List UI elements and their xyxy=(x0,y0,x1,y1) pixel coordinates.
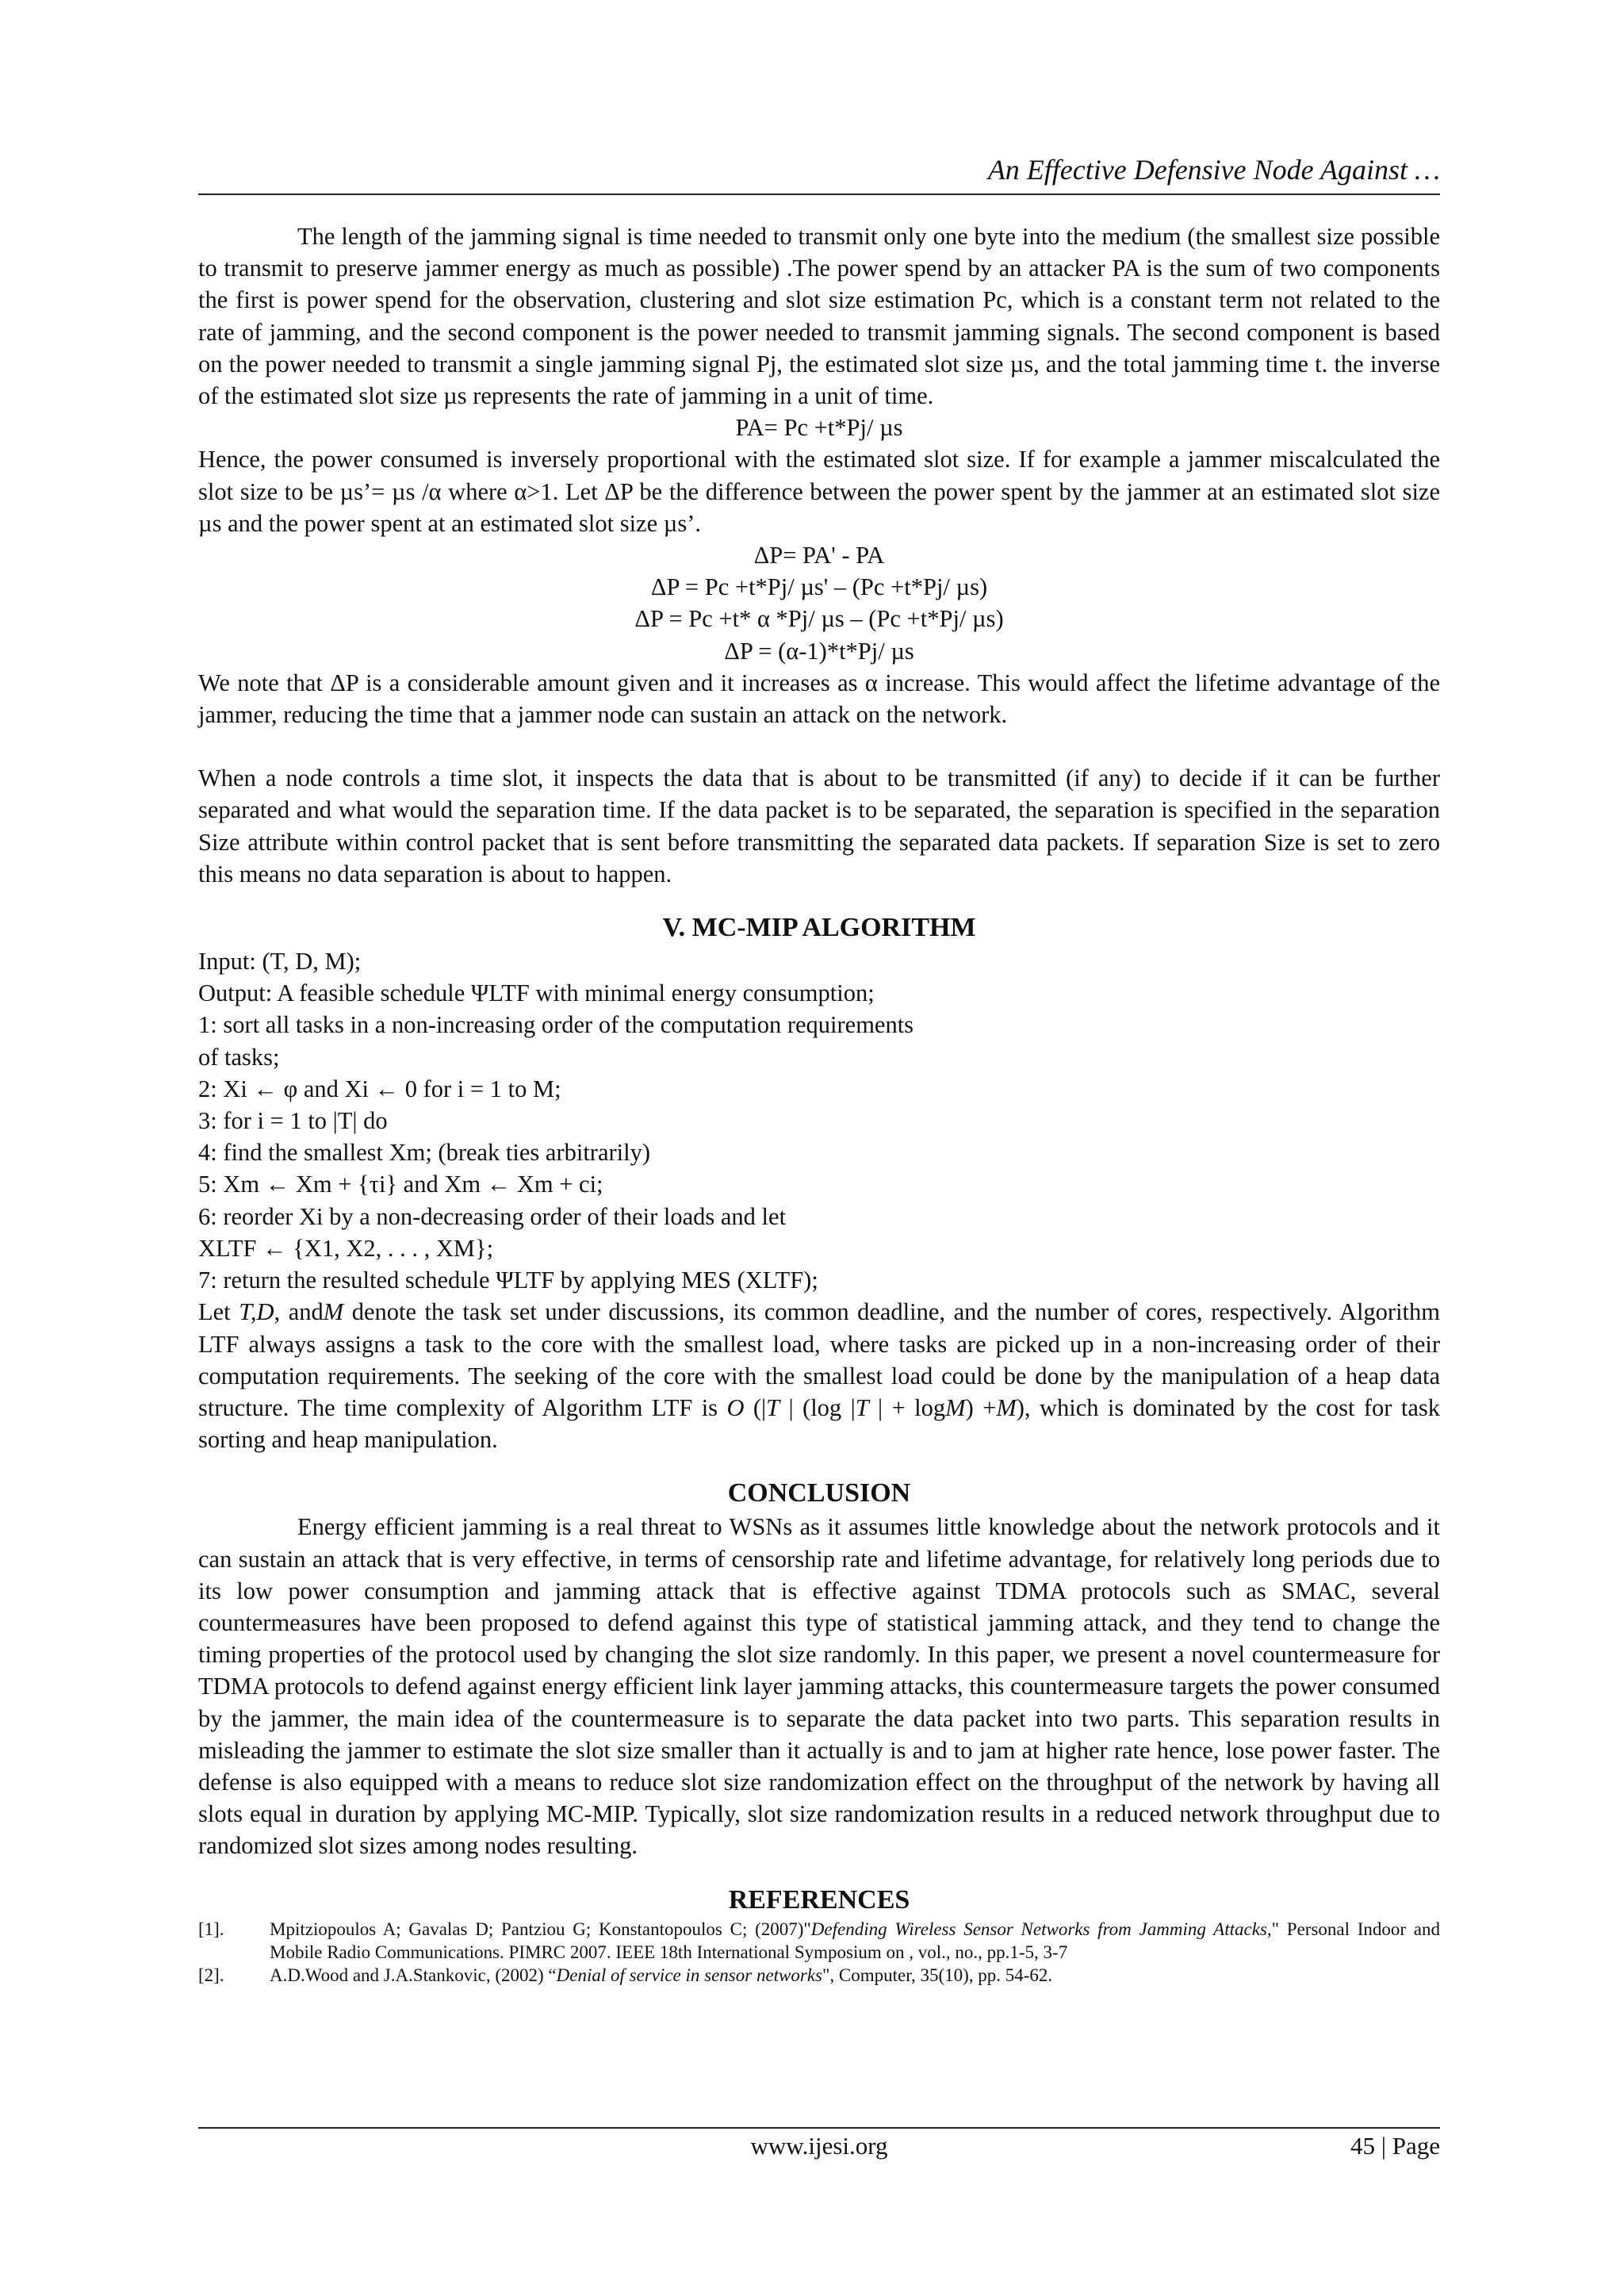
reference-number: [1]. xyxy=(198,1918,224,1939)
footer-url: www.ijesi.org xyxy=(750,2132,888,2160)
algorithm-line: Output: A feasible schedule ΨLTF with minimal energy consumption; xyxy=(198,979,875,1007)
equation: ΔP = (α-1)*t*Pj/ µs xyxy=(724,637,914,665)
reference-text xyxy=(270,1918,1440,1964)
reference-number: [2]. xyxy=(198,1964,224,1985)
paragraph: Hence, the power consumed is inversely proportional with the estimated slot size. If for example a jammer miscalculated the slot size to be µs’= µs /α where α>1. Let ΔP be the difference between the power spent by the jammer at an estimated slot size µs and the power spent at an estimated slot size µs’. xyxy=(198,446,1440,537)
text-run: | (log | xyxy=(779,1393,856,1421)
spacer xyxy=(198,890,1440,910)
spacer xyxy=(198,1455,1440,1476)
equation: ΔP= PA' - PA xyxy=(753,542,885,569)
algorithm-line: Input: (T, D, M); xyxy=(198,948,362,976)
paragraph: Energy efficient jamming is a real threat to WSNs as it assumes little knowledge about the network protocols and it can sustain an attack that is very effective, in terms of censorship rate and lifetime advantage, for relatively long periods due to its low power consumption and jamming attack that is effective against TDMA protocols such as SMAC, several countermeasures have been proposed to defend against this type of statistical jamming attack, and they tend to change the timing properties of the protocol used by changing the slot size randomly. In this paper, we present a novel countermeasure for TDMA protocols to defend against energy efficient link layer jamming attacks, this countermeasure targets the power consumed by the jammer, the main idea of the countermeasure is to separate the data packet into two parts. This separation results in misleading the jammer to estimate the slot size smaller than it actually is and to jam at higher rate hence, lose power faster. The defense is also equipped with a means to reduce slot size randomization effect on the throughput of the network by having all slots equal in duration by applying MC-MIP. Typically, slot size randomization results in a reduced network throughput due to randomized slot sizes among nodes resulting. xyxy=(198,1513,1440,1860)
algorithm-line: 3: for i = 1 to |T| do xyxy=(198,1107,388,1135)
algorithm-line: 6: reorder Xi by a non-decreasing order of their loads and let xyxy=(198,1202,787,1230)
paragraph: When a node controls a time slot, it inspects the data that is about to be transmitted (if any) to decide if it can be further separated and what would the separation time. If the data packet is to be separated, the separation is specified in the separation Size attribute within control packet that is sent before transmitting the separated data packets. If separation Size is set to zero this means no data separation is about to happen. xyxy=(198,765,1440,887)
paragraph: We note that ΔP is a considerable amount given and it increases as α increase. This would affect the lifetime advantage of the jammer, reducing the time that a jammer node can sustain an attack on the network. xyxy=(198,669,1440,729)
page-number: 45 | Page xyxy=(1350,2132,1440,2160)
text-run: ", Computer, 35(10), pp. 54-62. xyxy=(822,1964,1053,1985)
math-variable: T,D, xyxy=(239,1298,281,1326)
paragraph: The length of the jamming signal is time needed to transmit only one byte into the medium (the smallest size possible to transmit to preserve jammer energy as much as possible) .The power spend by an attacker PA is the sum of two components the first is power spend for the observation, clustering and slot size estimation Pc, which is a constant term not related to the rate of jamming, and the second component is the power needed to transmit jamming signals. The second component is based on the power needed to transmit a single jamming signal Pj, the estimated slot size µs, and the total jamming time t. the inverse of the estimated slot size µs represents the rate of jamming in a unit of time. xyxy=(198,223,1440,410)
algorithm-line: of tasks; xyxy=(198,1043,280,1071)
reference-list xyxy=(198,1918,1440,1987)
paragraph xyxy=(198,1296,1440,1455)
math-variable: M xyxy=(996,1393,1017,1421)
text-run: denote the task set under discussions, its common deadline, and the number of cores, respectively. Algorithm LTF always assigns a task to the core with the smallest load, where tasks are picked up in a non-increasing order of their computation requirements. The seeking of the core with the smallest load could be done by the manipulation of a heap data structure. The time complexity of Algorithm LTF is xyxy=(198,1298,1440,1421)
algorithm-line: 2: Xi ← φ and Xi ← 0 for i = 1 to M; xyxy=(198,1075,561,1102)
reference-item xyxy=(198,1918,1440,1964)
algorithm-line: 7: return the resulted schedule ΨLTF by applying MES (XLTF); xyxy=(198,1267,818,1294)
text-run: ), which is dominated by the cost for task sorting and heap manipulation. xyxy=(198,1393,1441,1454)
equation: ΔP = Pc +t* α *Pj/ µs – (Pc +t*Pj/ µs) xyxy=(634,605,1004,633)
math-variable: T xyxy=(766,1393,780,1421)
equation: PA= Pc +t*Pj/ µs xyxy=(735,414,903,442)
text-run: and xyxy=(280,1298,324,1326)
math-variable: O xyxy=(726,1393,745,1421)
equation: ΔP = Pc +t*Pj/ µs' – (Pc +t*Pj/ µs) xyxy=(650,573,988,601)
algorithm-line: 4: find the smallest Xm; (break ties arbitrarily) xyxy=(198,1139,651,1167)
section-heading: CONCLUSION xyxy=(727,1478,911,1508)
algorithm-block xyxy=(198,945,1440,1296)
math-variable: T xyxy=(855,1393,869,1421)
reference-item xyxy=(198,1964,1440,1987)
text-run: ," Personal Indoor and Mobile Radio Communications. PIMRC 2007. IEEE 18th International Symposium on , vol., no., pp.1-5, 3-7 xyxy=(270,1918,1441,1962)
algorithm-line: 1: sort all tasks in a non-increasing order of the computation requirements xyxy=(198,1011,914,1039)
text-run: ) + xyxy=(965,1393,997,1421)
reference-title: Denial of service in sensor networks xyxy=(556,1964,822,1985)
body-text xyxy=(198,220,1440,1987)
text-run: | + log xyxy=(868,1393,946,1421)
algorithm-line: XLTF ← {X1, X2, . . . , XM}; xyxy=(198,1234,494,1262)
spacer xyxy=(198,1862,1440,1883)
reference-title: Defending Wireless Sensor Networks from Jamming Attacks xyxy=(810,1918,1267,1939)
text-run: Mpitziopoulos A; Gavalas D; Pantziou G; Konstantopoulos C; (2007)" xyxy=(270,1918,811,1939)
algorithm-line: 5: Xm ← Xm + {τi} and Xm ← Xm + ci; xyxy=(198,1171,603,1198)
text-run: A.D.Wood and J.A.Stankovic, (2002) “ xyxy=(270,1964,557,1985)
section-heading: REFERENCES xyxy=(728,1884,910,1915)
header-rule xyxy=(198,194,1440,195)
math-variable: M xyxy=(323,1298,344,1326)
text-run: (| xyxy=(744,1393,767,1421)
spacer xyxy=(198,730,1440,762)
section-heading: V. MC-MIP ALGORITHM xyxy=(662,913,976,943)
footer-rule xyxy=(198,2127,1440,2129)
running-title: An Effective Defensive Node Against … xyxy=(987,154,1440,186)
text-run: Let xyxy=(198,1298,231,1326)
math-variable: M xyxy=(945,1393,966,1421)
reference-text xyxy=(270,1964,1440,1987)
